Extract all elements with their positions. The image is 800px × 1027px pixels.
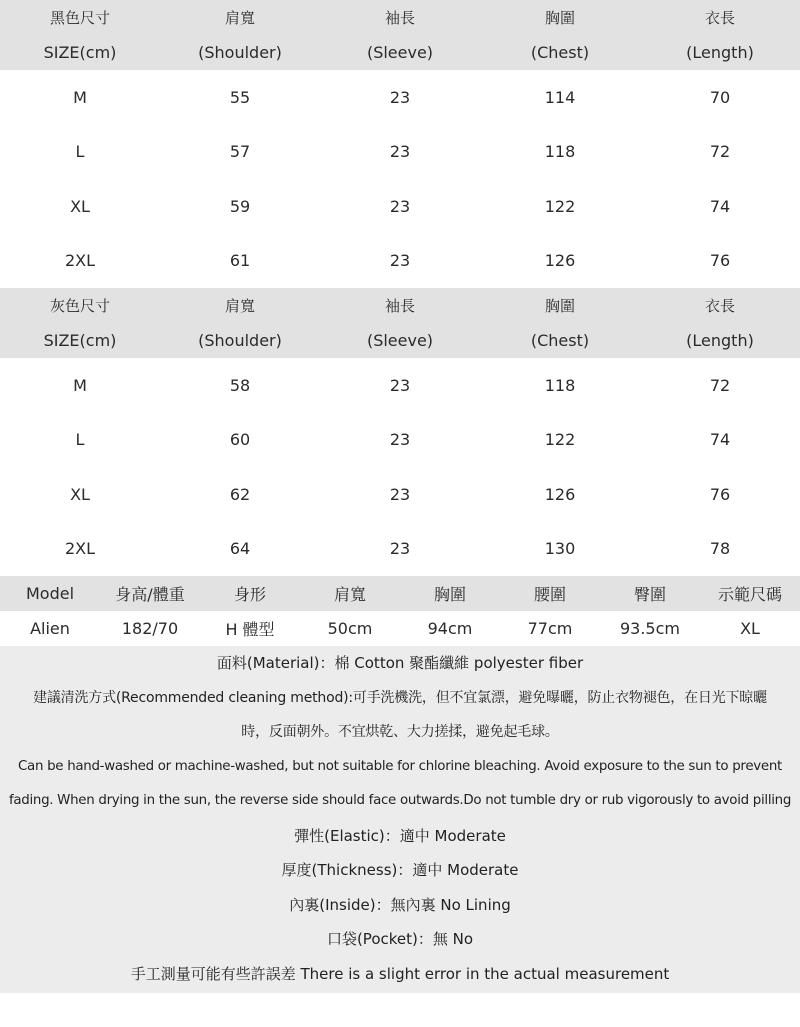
table-cell: 126	[544, 484, 576, 504]
header-cell: 黑色尺寸	[49, 9, 110, 27]
model-data-row	[0, 611, 800, 646]
header-cell: (Sleeve)	[366, 331, 434, 350]
header-cell: (Length)	[686, 43, 754, 62]
table-cell: 122	[544, 430, 576, 450]
table-cell: 76	[709, 484, 731, 504]
gray-size-table	[0, 288, 800, 576]
table-cell: 59	[229, 196, 251, 216]
table-cell: L	[75, 430, 85, 450]
table-cell: 118	[544, 375, 576, 395]
header-cell: (Shoulder)	[198, 43, 282, 62]
header-cell: 胸圍	[433, 585, 466, 604]
header-cell: (Shoulder)	[198, 331, 282, 350]
table-cell: L	[75, 142, 85, 162]
header-cell: 肩寬	[224, 9, 255, 27]
table-cell: 93.5cm	[619, 619, 680, 638]
table-cell: 94cm	[427, 619, 473, 638]
header-cell: (Length)	[686, 331, 754, 350]
header-cell: 示範尺碼	[717, 585, 782, 604]
measurement-note: 手工測量可能有些許誤差 There is a slight error in the actual measurement	[130, 964, 670, 983]
header-cell: (Chest)	[530, 43, 590, 62]
table-cell: 182/70	[121, 619, 179, 638]
table-cell: 23	[389, 196, 411, 216]
table-cell: 118	[544, 142, 576, 162]
header-cell: 身高/體重	[115, 585, 185, 604]
table-cell: H 體型	[225, 620, 275, 639]
table-cell: 126	[544, 251, 576, 271]
table-cell: 23	[389, 251, 411, 271]
table-cell: 78	[709, 539, 731, 559]
cleaning-en-line-2: fading. When drying in the sun, the reverse side should face outwards.Do not tumble dry or rub vigorously to avoid pilling	[8, 793, 792, 808]
table-cell: 72	[709, 375, 731, 395]
table-cell: 58	[229, 375, 251, 395]
gray-header-en-row	[0, 323, 800, 358]
inside-line: 內裏(Inside)：無內裏 No Lining	[289, 895, 511, 914]
table-cell: 72	[709, 142, 731, 162]
table-cell: 70	[709, 87, 731, 107]
table-cell: 74	[709, 196, 731, 216]
header-cell: 袖長	[384, 297, 415, 315]
header-cell: 身形	[233, 585, 266, 604]
table-cell: 62	[229, 484, 251, 504]
table-cell: M	[73, 87, 87, 107]
thickness-line: 厚度(Thickness)：適中 Moderate	[281, 861, 519, 879]
model-header-row	[0, 576, 800, 611]
header-cell: 腰圍	[533, 585, 566, 604]
table-cell: 23	[389, 484, 411, 504]
table-cell: XL	[740, 619, 760, 638]
header-cell: (Sleeve)	[366, 43, 434, 62]
header-cell: 衣長	[704, 297, 735, 315]
header-cell: SIZE(cm)	[43, 331, 117, 350]
table-cell: XL	[70, 196, 90, 216]
cleaning-zh-line-1: 建議清洗方式(Recommended cleaning method):可手洗機洗，但不宜氯漂，避免曝曬，防止衣物褪色，在日光下晾曬	[33, 689, 767, 706]
table-row	[0, 125, 800, 180]
table-cell: 77cm	[527, 619, 573, 638]
header-cell: 胸圍	[544, 297, 575, 315]
black-header-zh-row	[0, 0, 800, 35]
table-cell: 57	[229, 142, 251, 162]
table-cell: XL	[70, 484, 90, 504]
table-cell: 23	[389, 142, 411, 162]
model-table	[0, 576, 800, 646]
material-line: 面料(Material)：棉 Cotton 聚酯纖維 polyester fiber	[216, 654, 584, 672]
table-cell: 2XL	[64, 539, 96, 559]
header-cell: 袖長	[384, 9, 415, 27]
product-info-section	[0, 646, 800, 993]
table-cell: 130	[544, 539, 576, 559]
table-cell: 74	[709, 430, 731, 450]
table-cell: 61	[229, 251, 251, 271]
header-cell: 肩寬	[333, 585, 366, 604]
table-cell: 55	[229, 87, 251, 107]
header-cell: (Chest)	[530, 331, 590, 350]
table-cell: 23	[389, 539, 411, 559]
table-row	[0, 467, 800, 522]
table-cell: 23	[389, 87, 411, 107]
table-row	[0, 358, 800, 413]
cleaning-en-line-1: Can be hand-washed or machine-washed, but not suitable for chlorine bleaching. Avoid exposure to the sun to prevent	[18, 758, 782, 774]
gray-header-zh-row	[0, 288, 800, 323]
table-cell: 60	[229, 430, 251, 450]
table-cell: 50cm	[327, 619, 373, 638]
header-cell: 肩寬	[224, 297, 255, 315]
table-row	[0, 70, 800, 125]
table-cell: Alien	[30, 619, 70, 638]
black-header-en-row	[0, 35, 800, 70]
elastic-line: 彈性(Elastic)：適中 Moderate	[294, 826, 506, 845]
pocket-line: 口袋(Pocket)：無 No	[326, 930, 474, 948]
table-cell: 122	[544, 196, 576, 216]
table-cell: 2XL	[64, 251, 96, 271]
black-size-table	[0, 0, 800, 288]
table-cell: 23	[389, 375, 411, 395]
table-cell: 76	[709, 251, 731, 271]
table-cell: 114	[544, 87, 576, 107]
table-cell: 64	[229, 539, 251, 559]
header-cell: 灰色尺寸	[49, 297, 110, 315]
table-cell: M	[73, 375, 87, 395]
header-cell: 衣長	[704, 9, 735, 27]
table-row	[0, 522, 800, 577]
cleaning-zh-line-2: 時，反面朝外。不宜烘乾、大力搓揉，避免起毛球。	[241, 724, 559, 740]
header-cell: Model	[25, 584, 75, 603]
table-row	[0, 179, 800, 234]
table-row	[0, 234, 800, 289]
header-cell: 胸圍	[544, 9, 575, 27]
header-cell: SIZE(cm)	[43, 43, 117, 62]
table-cell: 23	[389, 430, 411, 450]
header-cell: 臀圍	[633, 585, 666, 604]
table-row	[0, 413, 800, 468]
